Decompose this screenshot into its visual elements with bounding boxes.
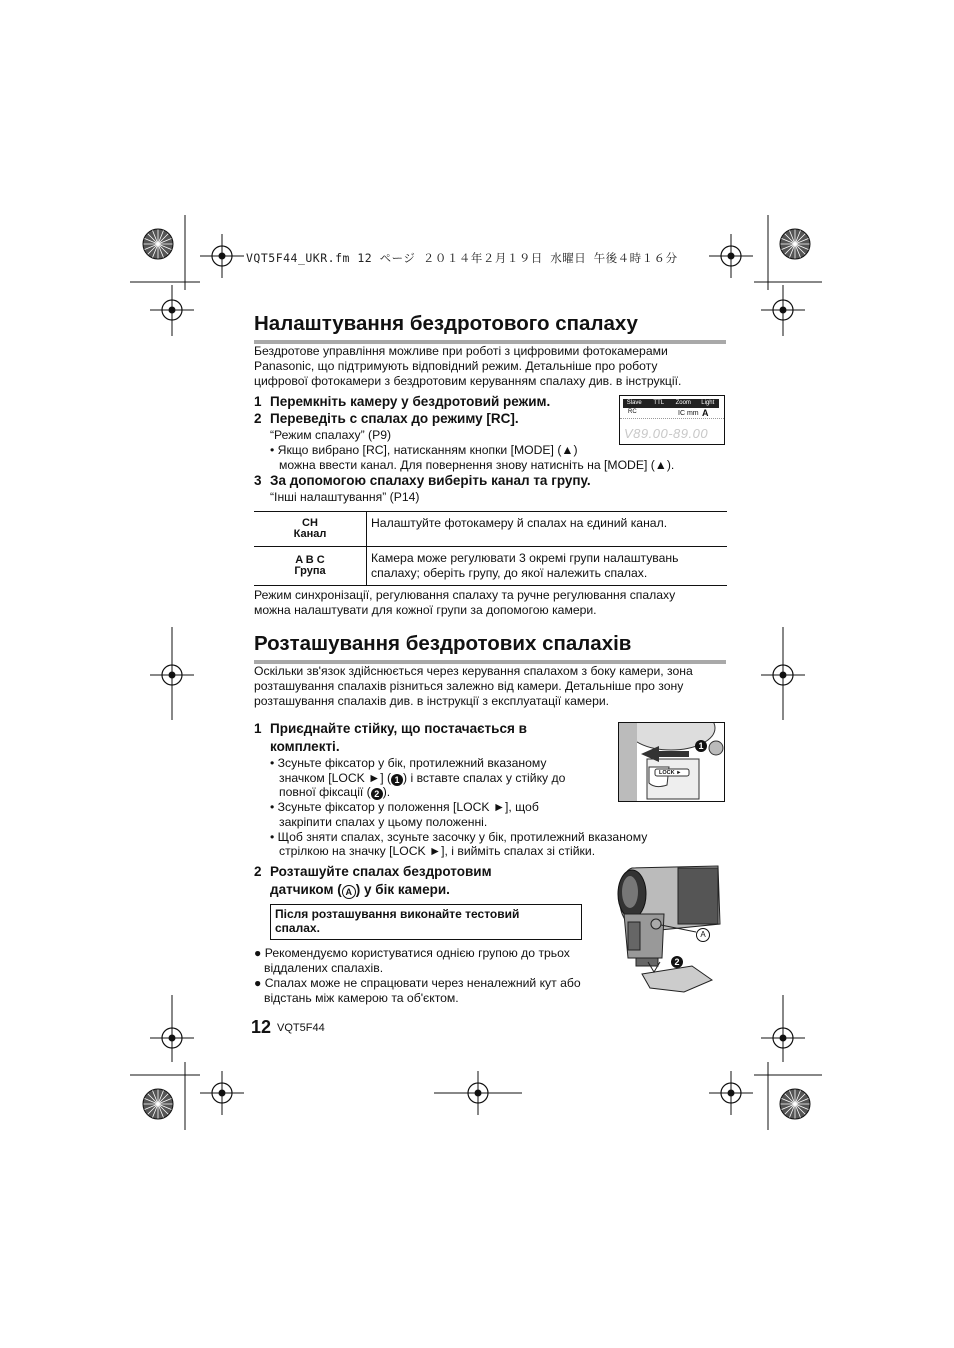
bullet-lock-1: • Зсуньте фіксатор у положення [LOCK ►], щоб [270,800,539,814]
illustration-marker-two: 2 [671,956,683,968]
marker-a: A [342,885,356,899]
bullet-lock-2: закріпити спалах у цьому положенні. [279,815,488,829]
table-row [254,547,727,586]
illustration-marker-a: A [696,928,710,942]
bullet-groups-2: віддалених спалахів. [264,961,384,975]
lcd-display-illustration: Slave TTL Zoom Light RC IC mm A V89.00-89.00 [619,395,725,445]
file-header: VQT5F44_UKR.fm 12 ページ ２０１４年２月１９日 水曜日 午後４時１６分 [246,251,678,265]
section1-intro: Бездротове управління можливе при роботі з цифровими фотокамерами Panasonic, що підтримують відповідний режим. Детальніше про роботу цифрової фотокамери з бездротовим керуванням спалаху див. в інструкції. [254,344,682,388]
bullet-remove-2: стрілкою на значку [LOCK ►], і вийміть спалах зі стійки. [279,844,596,858]
page-number: 12 [251,1017,272,1037]
bullet-remove-1: • Щоб зняти спалах, зсуньте засочку у бік, протилежний вказаному [270,830,648,844]
table-row [254,512,727,547]
section1-title: Налаштування бездротового спалаху [254,312,638,335]
bullet-slide-lock-2: значком [LOCK ►] ( 1 ) і вставте спалах у стійку до [279,771,566,785]
marker-two: 2 [371,788,383,800]
section1-after-table: Режим синхронізації, регулювання спалаху та ручне регулювання спалаху можна налаштувати для кожної групи за допомогою камери. [254,588,676,617]
bullet-angle-2: відстань між камерою та об'єктом. [264,991,459,1005]
group-key-cell: A B C Група [254,547,367,586]
step3-reference: “Інші налаштування” (P14) [270,490,420,504]
bullet-slide-lock-3: повної фіксації ( 2 ). [279,785,391,799]
flash-on-stand-illustration [612,862,722,992]
channel-key-cell: CH Канал [254,512,367,547]
flash-shoe-illustration: LOCK ► 1 [618,722,725,802]
step2-bullet-line2: можна ввести канал. Для повернення знову натисніть на [MODE] (▲). [279,458,675,472]
channel-desc-cell: Налаштуйте фотокамеру й спалах на єдиний канал. [367,512,728,547]
test-flash-note: Після розташування виконайте тестовий спалах. [270,904,582,940]
bullet-groups-1: ● Рекомендуємо користуватися однією групою до трьох [254,946,570,960]
section2-title: Розташування бездротових спалахів [254,632,632,655]
bullet-angle-1: ● Спалах може не спрацювати через неналежний кут або [254,976,581,990]
channel-group-table [254,511,727,586]
marker-one: 1 [391,774,403,786]
document-code: VQT5F44 [277,1022,325,1034]
bullet-slide-lock-1: • Зсуньте фіксатор у бік, протилежний вказаному [270,756,547,770]
section2-intro: Оскільки зв'язок здійснюється через керування спалахом з боку камери, зона розташування спалахів різниться залежно від камери. Детальніше про зону розташування спалахів див. в інструкції з експлуатацiї камери. [254,664,693,708]
step2-bullet-line1: • Якщо вибрано [RC], натисканням кнопки [MODE] (▲) [270,443,578,457]
group-desc-cell: Камера може регулювати 3 окремі групи налаштувань спалаху; оберіть групу, до якої належить спалах. [367,547,728,586]
step2-reference: “Режим спалаху” (P9) [270,428,392,442]
